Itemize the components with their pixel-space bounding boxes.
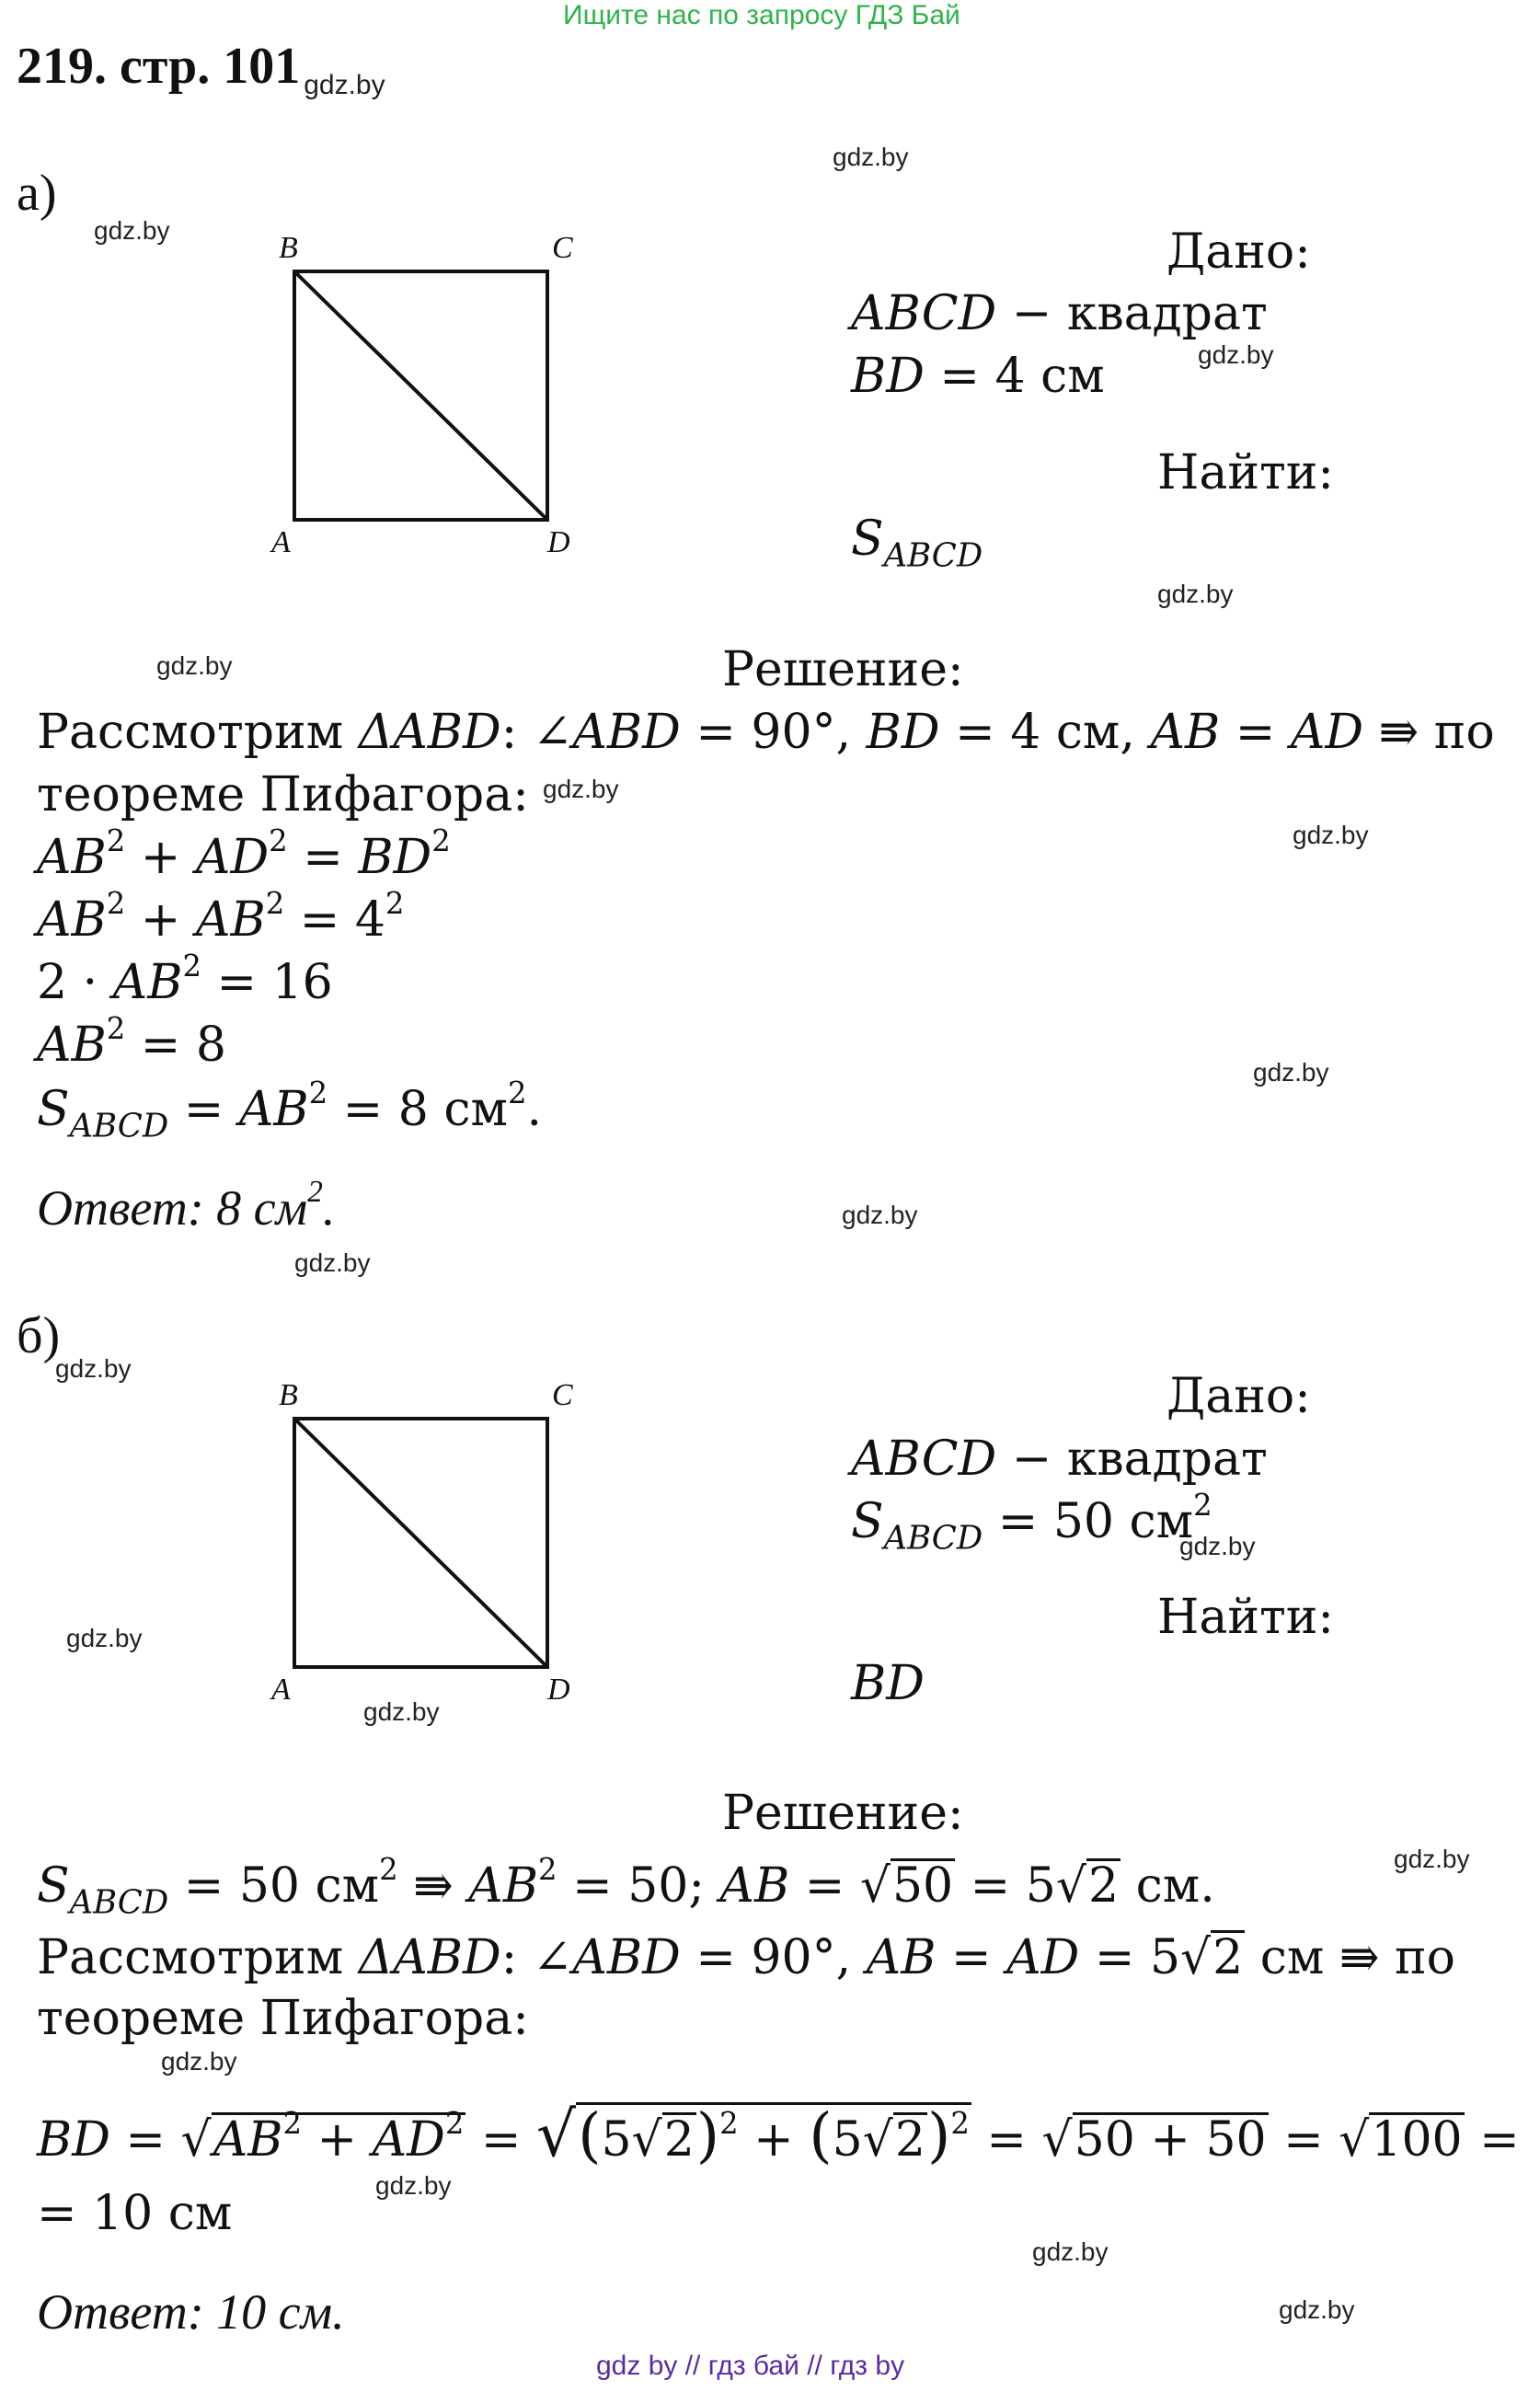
- watermark: gdz.by: [375, 2171, 452, 2200]
- watermark: gdz.by: [55, 1354, 132, 1383]
- footer-links[interactable]: gdz by // гдз бай // гдз by: [596, 2351, 905, 2381]
- part-b-label: б): [17, 1307, 61, 1364]
- search-banner[interactable]: Ищите нас по запросу ГДЗ Бай: [563, 0, 960, 30]
- watermark: gdz.by: [1253, 1058, 1329, 1087]
- vertex-label: B: [279, 231, 298, 265]
- answer-a: Ответ: 8 $см^2$.: [37, 1174, 336, 1236]
- watermark: gdz.by: [1279, 2295, 1355, 2324]
- solution-line-a-3: $AB^2 + AD^2 = BD^2$: [37, 822, 451, 885]
- solution-line-b-2: Рассмотрим ΔABD: ∠ABD = 90°, AB = AD = 5√2 см ⇛ по: [37, 1930, 1455, 1985]
- square-figure-b: [262, 1368, 575, 1708]
- title-watermark: gdz.by: [304, 70, 385, 100]
- find-title-b: Найти:: [1157, 1590, 1334, 1645]
- answer-b: Ответ: 10 см.: [37, 2284, 345, 2340]
- vertex-label: D: [547, 525, 570, 559]
- watermark: gdz.by: [543, 775, 619, 803]
- solution-title-a: Решение:: [722, 642, 964, 697]
- given-line-b-2: $S_{ABCD} = 50$ $см^2$: [851, 1487, 1212, 1558]
- watermark: gdz.by: [94, 216, 170, 245]
- watermark: gdz.by: [1157, 580, 1234, 608]
- watermark: gdz.by: [363, 1697, 440, 1726]
- vertex-label: C: [552, 1378, 573, 1412]
- vertex-label: B: [279, 1378, 298, 1412]
- given-title-a: Дано:: [1166, 224, 1311, 280]
- part-a-label: а): [17, 165, 57, 222]
- given-line-a-2: BD = 4 см: [851, 349, 1105, 404]
- watermark: gdz.by: [294, 1248, 371, 1277]
- vertex-label: C: [552, 231, 573, 265]
- watermark: gdz.by: [1394, 1845, 1470, 1873]
- watermark: gdz.by: [161, 2047, 237, 2076]
- solution-line-a-5: $2 \cdot AB^2 = 16$: [37, 948, 333, 1010]
- vertex-label: A: [271, 1673, 291, 1707]
- given-line-a-1: ABCD − квадрат: [851, 286, 1268, 341]
- solution-line-a-7: $S_{ABCD} = AB^2 = 8$ $см^2$.: [37, 1075, 543, 1145]
- watermark: gdz.by: [1179, 1532, 1256, 1560]
- vertex-label: D: [547, 1673, 570, 1707]
- solution-line-a-1: Рассмотрим ΔABD: ∠ABD = 90°, BD = 4 см, AB = AD ⇛ по: [37, 705, 1495, 760]
- watermark: gdz.by: [1293, 821, 1369, 849]
- solution-line-b-1: $S_{ABCD} = 50$ $см^2$ ⇛ $AB^2 = 50$; AB = √50 = 5√2 см.: [37, 1851, 1215, 1922]
- find-title-a: Найти:: [1157, 445, 1334, 500]
- page-title: [17, 37, 385, 100]
- solution-line-a-4: $AB^2 + AB^2 = 4^2$: [37, 885, 405, 948]
- watermark: gdz.by: [833, 143, 909, 171]
- watermark: gdz.by: [156, 651, 233, 680]
- solution-line-a-2: теореме Пифагора:: [37, 767, 529, 822]
- solution-line-b-5: = 10 см: [37, 2186, 233, 2241]
- title-text: 219. стр. 101: [17, 38, 301, 95]
- watermark: gdz.by: [842, 1201, 918, 1229]
- solution-line-b-4: BD = $√AB^2 + AD^2 = √(5√2)^2 + (5√2)^2 = √50 + 50 = √100$ =: [37, 2098, 1520, 2170]
- given-line-b-1: ABCD − квадрат: [851, 1432, 1268, 1487]
- find-value-b: BD: [851, 1656, 925, 1711]
- solution-line-b-3: теореме Пифагора:: [37, 1991, 529, 2046]
- solution-title-b: Решение:: [722, 1786, 964, 1841]
- watermark: gdz.by: [66, 1624, 143, 1652]
- watermark: gdz.by: [1198, 340, 1274, 369]
- watermark: gdz.by: [1032, 2237, 1109, 2266]
- square-figure-a: [262, 221, 575, 561]
- vertex-label: A: [271, 525, 291, 559]
- solution-line-a-6: $AB^2 = 8$: [37, 1010, 226, 1073]
- find-value-a: $S_{ABCD}$: [851, 512, 983, 575]
- given-title-b: Дано:: [1166, 1369, 1311, 1424]
